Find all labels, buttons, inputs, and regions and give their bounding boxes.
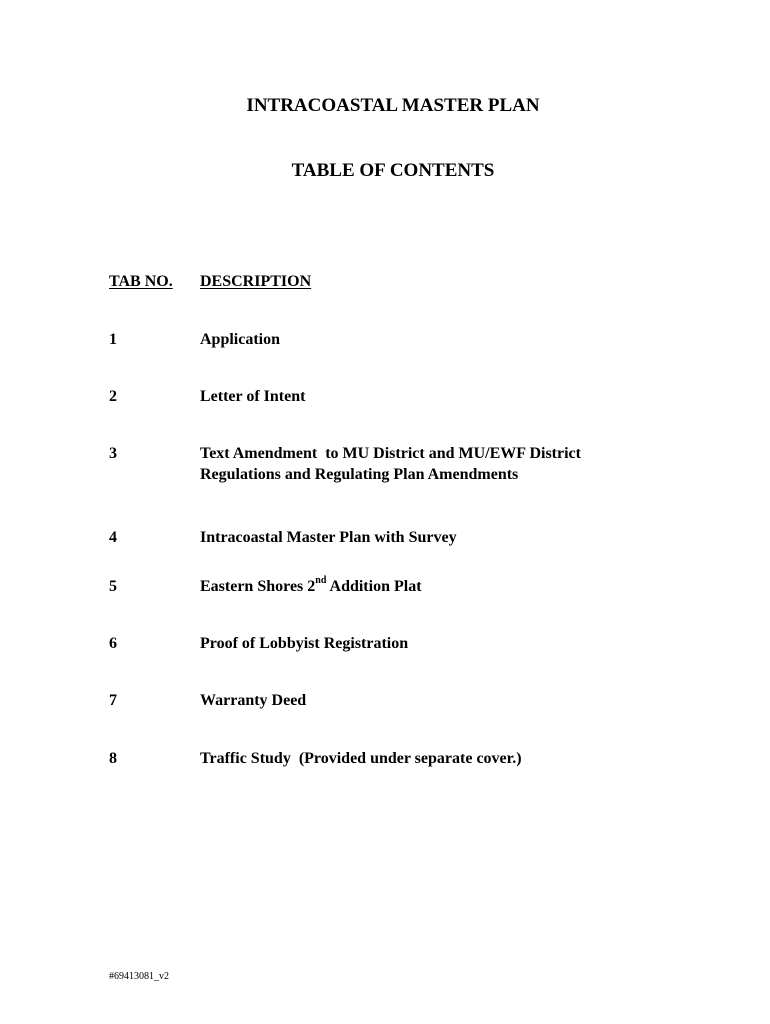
- toc-entry-text: Addition Plat: [326, 578, 422, 595]
- toc-entry-line: [200, 576, 640, 597]
- toc-entry-tab: 1: [109, 331, 117, 348]
- toc-entry-description: [200, 329, 640, 350]
- document-id-footer: #69413081_v2: [109, 971, 169, 982]
- toc-entry-line: Application: [200, 331, 281, 348]
- column-header-tab-no: TAB NO.: [109, 273, 173, 290]
- column-header-description: DESCRIPTION: [200, 273, 312, 290]
- toc-entry-line: Intracoastal Master Plan with Survey: [200, 529, 457, 546]
- toc-entry-description: [200, 633, 640, 654]
- toc-entry-tab: 8: [109, 750, 117, 767]
- document-title: INTRACOASTAL MASTER PLAN: [246, 95, 540, 116]
- toc-entry-line: Proof of Lobbyist Registration: [200, 635, 409, 652]
- toc-entry-line: Regulations and Regulating Plan Amendments: [200, 466, 519, 483]
- toc-entry-line: Letter of Intent: [200, 388, 306, 405]
- toc-entry-tab: 3: [109, 445, 117, 462]
- toc-entry-description: [200, 748, 640, 769]
- toc-entry-description: [200, 443, 640, 485]
- document-subtitle: TABLE OF CONTENTS: [291, 160, 495, 181]
- toc-entry-line: Warranty Deed: [200, 692, 307, 709]
- toc-entry-tab: 4: [109, 529, 117, 546]
- toc-entry-description: [200, 576, 640, 597]
- toc-entry-description: [200, 690, 640, 711]
- toc-entry-tab: 6: [109, 635, 117, 652]
- toc-entry-tab: 5: [109, 578, 117, 595]
- toc-entry-description: [200, 386, 640, 407]
- toc-entry-description: [200, 527, 640, 548]
- toc-entry-text: Eastern Shores 2: [200, 578, 316, 595]
- toc-entry-line: Traffic Study (Provided under separate cover.): [200, 750, 522, 767]
- toc-entry-tab: 2: [109, 388, 117, 405]
- toc-entry-line: Text Amendment to MU District and MU/EWF District: [200, 445, 581, 462]
- ordinal-suffix: nd: [315, 574, 327, 586]
- toc-entry-tab: 7: [109, 692, 117, 709]
